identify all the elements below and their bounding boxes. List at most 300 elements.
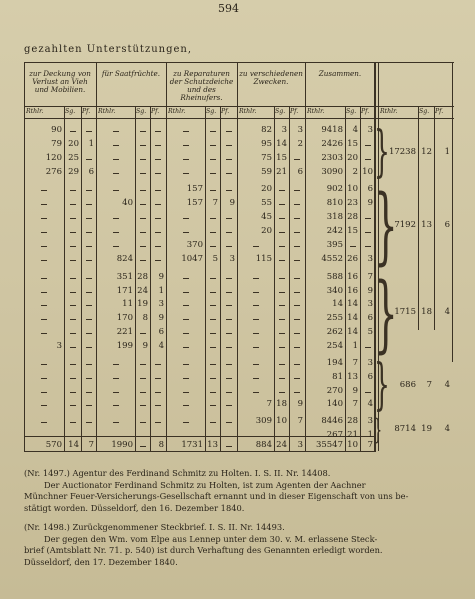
empty-dash (226, 246, 232, 247)
table-cell: 9 (158, 271, 164, 282)
table-cell: 4 (444, 424, 450, 435)
empty-dash (226, 173, 232, 174)
table-cell: 75 (261, 152, 272, 163)
empty-dash (226, 218, 232, 219)
table-cell: 3 (367, 125, 373, 135)
empty-dash (86, 260, 92, 261)
table-cell: 3 (229, 253, 235, 264)
empty-dash (183, 405, 189, 406)
table-cell: 3 (158, 299, 164, 310)
table-cell: 26 (347, 253, 358, 264)
empty-dash (41, 436, 47, 437)
table-cell: 24 (137, 285, 148, 296)
empty-dash (41, 305, 47, 306)
empty-dash (294, 292, 300, 293)
column-subheader: Rthlr. (26, 108, 44, 115)
empty-dash (183, 422, 189, 423)
empty-dash (86, 436, 92, 437)
sub-divider (220, 106, 221, 451)
group-brace: } (374, 413, 382, 447)
empty-dash (226, 159, 232, 160)
sub-divider (418, 106, 419, 330)
column-divider (452, 62, 453, 362)
table-cell: 20 (261, 226, 272, 237)
empty-dash (155, 218, 161, 219)
empty-dash (41, 260, 47, 261)
table-cell: 4 (444, 307, 450, 318)
table-cell: 8714 (394, 424, 416, 435)
empty-dash (253, 292, 259, 293)
table-cell: 8 (142, 313, 148, 324)
empty-dash (294, 246, 300, 247)
empty-dash (210, 173, 216, 174)
table-cell: 340 (326, 285, 343, 296)
empty-dash (279, 364, 285, 365)
table-cell: 8 (158, 440, 164, 450)
table-cell: 6 (297, 166, 303, 177)
group-brace: } (374, 177, 398, 275)
empty-dash (294, 364, 300, 365)
column-divider (24, 62, 25, 451)
table-cell: 9 (229, 198, 235, 209)
empty-dash (279, 190, 285, 191)
empty-dash (226, 292, 232, 293)
table-cell: 5 (367, 327, 373, 338)
empty-dash (350, 246, 356, 247)
empty-dash (183, 292, 189, 293)
table-cell: 262 (326, 327, 343, 338)
empty-dash (253, 347, 259, 348)
empty-dash (155, 190, 161, 191)
empty-dash (183, 173, 189, 174)
empty-dash (279, 204, 285, 205)
table-cell: 2 (297, 138, 303, 149)
empty-dash (294, 392, 300, 393)
empty-dash (41, 246, 47, 247)
group-brace: } (374, 264, 398, 362)
empty-dash (210, 190, 216, 191)
empty-dash (365, 218, 371, 219)
column-header: Zusammen. (318, 69, 362, 78)
empty-dash (210, 405, 216, 406)
empty-dash (253, 305, 259, 306)
empty-dash (226, 232, 232, 233)
empty-dash (70, 364, 76, 365)
group-brace: } (374, 352, 390, 417)
table-cell: 170 (116, 313, 133, 324)
empty-dash (183, 278, 189, 279)
empty-dash (226, 405, 232, 406)
empty-dash (210, 392, 216, 393)
empty-dash (155, 145, 161, 146)
column-divider (237, 62, 238, 451)
empty-dash (41, 378, 47, 379)
empty-dash (70, 392, 76, 393)
column-subheader: Sg. (346, 108, 357, 115)
table-cell: 6 (88, 166, 94, 177)
table-cell: 3 (367, 416, 373, 427)
empty-dash (226, 446, 232, 447)
empty-dash (140, 436, 146, 437)
empty-dash (210, 218, 216, 219)
table-cell: 7 (266, 399, 272, 410)
column-subheader: Rthlr. (307, 108, 325, 115)
empty-dash (86, 204, 92, 205)
empty-dash (113, 131, 119, 132)
empty-dash (86, 378, 92, 379)
empty-dash (294, 190, 300, 191)
table-cell: 6 (367, 371, 373, 382)
table-cell: 255 (326, 313, 343, 324)
table-cell: 7192 (394, 220, 416, 231)
table-cell: 79 (51, 138, 62, 149)
empty-dash (155, 405, 161, 406)
empty-dash (279, 436, 285, 437)
empty-dash (140, 190, 146, 191)
table-cell: 28 (347, 212, 358, 223)
table-cell: 13 (207, 440, 218, 450)
empty-dash (226, 319, 232, 320)
empty-dash (140, 232, 146, 233)
empty-dash (210, 333, 216, 334)
empty-dash (86, 319, 92, 320)
empty-dash (140, 446, 146, 447)
table-cell: 6 (367, 184, 373, 195)
group-brace: } (374, 120, 390, 184)
empty-dash (70, 422, 76, 423)
empty-dash (155, 246, 161, 247)
empty-dash (70, 232, 76, 233)
empty-dash (155, 436, 161, 437)
empty-dash (226, 305, 232, 306)
column-subheader: Sg. (419, 108, 430, 115)
table-cell: 6 (444, 220, 450, 231)
table-cell: 19 (137, 299, 148, 310)
header-bottom-rule (24, 118, 454, 119)
table-cell: 4 (444, 379, 450, 390)
empty-dash (279, 246, 285, 247)
table-cell: 309 (255, 416, 272, 427)
empty-dash (155, 364, 161, 365)
sub-divider (289, 106, 290, 451)
empty-dash (253, 378, 259, 379)
table-cell: 194 (326, 357, 343, 368)
empty-dash (294, 347, 300, 348)
table-cell: 3 (367, 253, 373, 264)
table-cell: 254 (326, 340, 343, 351)
table-cell: 7 (212, 198, 218, 209)
empty-dash (113, 422, 119, 423)
table-cell: 270 (326, 385, 343, 396)
empty-dash (113, 364, 119, 365)
table-cell: 16 (347, 271, 358, 282)
table-cell: 29 (68, 166, 79, 177)
table-cell: 14 (347, 313, 358, 324)
table-cell: 7 (352, 357, 358, 368)
table-cell: 1715 (394, 307, 416, 318)
empty-dash (140, 260, 146, 261)
empty-dash (86, 422, 92, 423)
empty-dash (294, 436, 300, 437)
empty-dash (294, 333, 300, 334)
column-subheader: Rthlr. (239, 108, 257, 115)
table-cell: 2303 (321, 152, 343, 163)
table-cell: 7 (426, 379, 432, 390)
empty-dash (70, 190, 76, 191)
table-cell: 318 (326, 212, 343, 223)
column-header: zur Deckung von Verlust an Vieh und Mobilien. (29, 69, 91, 94)
table-cell: 1 (158, 285, 164, 296)
empty-dash (210, 145, 216, 146)
table-cell: 21 (276, 166, 287, 177)
table-cell: 18 (421, 307, 432, 318)
table-cell: 14 (347, 327, 358, 338)
empty-dash (70, 333, 76, 334)
empty-dash (140, 364, 146, 365)
table-cell: 13 (347, 371, 358, 382)
table-cell: 10 (362, 166, 373, 177)
empty-dash (210, 278, 216, 279)
table-cell: 902 (326, 184, 343, 195)
empty-dash (279, 292, 285, 293)
table-cell: 1 (367, 430, 373, 441)
table-cell: 1 (444, 146, 450, 157)
empty-dash (210, 364, 216, 365)
empty-dash (140, 159, 146, 160)
table-cell: 40 (122, 198, 133, 209)
empty-dash (183, 159, 189, 160)
empty-dash (365, 232, 371, 233)
empty-dash (279, 378, 285, 379)
table-cell: 14 (276, 138, 287, 149)
empty-dash (155, 131, 161, 132)
table-cell: 4552 (321, 253, 343, 264)
table-cell: 7 (297, 416, 303, 427)
notice-heading: (Nr. 1497.) Agentur des Ferdinand Schmitz zu Holten. I. S. II. Nr. 14408. (24, 468, 331, 478)
table-cell: 157 (186, 198, 203, 209)
table-cell: 351 (116, 271, 133, 282)
column-subheader: Pf. (435, 108, 444, 115)
table-cell: 267 (326, 430, 343, 441)
table-cell: 276 (45, 166, 62, 177)
empty-dash (86, 190, 92, 191)
empty-dash (155, 378, 161, 379)
empty-dash (279, 347, 285, 348)
empty-dash (70, 347, 76, 348)
column-subheader: Pf. (221, 108, 230, 115)
empty-dash (279, 232, 285, 233)
table-cell: 21 (347, 430, 358, 441)
empty-dash (140, 378, 146, 379)
table-cell: 35547 (315, 440, 343, 450)
column-subheader: Sg. (136, 108, 147, 115)
table-cell: 3 (367, 299, 373, 310)
empty-dash (155, 232, 161, 233)
column-subheader: Rthlr. (168, 108, 186, 115)
empty-dash (113, 159, 119, 160)
table-cell: 1 (352, 340, 358, 351)
empty-dash (140, 173, 146, 174)
empty-dash (70, 436, 76, 437)
empty-dash (113, 246, 119, 247)
table-cell: 95 (261, 138, 272, 149)
table-cell: 7 (88, 440, 94, 450)
table-cell: 2 (352, 166, 358, 177)
empty-dash (226, 145, 232, 146)
empty-dash (86, 405, 92, 406)
table-cell: 12 (421, 146, 432, 157)
empty-dash (279, 278, 285, 279)
column-subheader: Pf. (151, 108, 160, 115)
table-cell: 5 (212, 253, 218, 264)
sub-divider (274, 106, 275, 451)
empty-dash (86, 131, 92, 132)
empty-dash (113, 378, 119, 379)
column-header: zu Reparaturen der Schutzdeiche und des Rheinufers. (169, 69, 234, 102)
column-subheader: Rthlr. (380, 108, 398, 115)
table-cell: 28 (137, 271, 148, 282)
sub-divider (205, 106, 206, 451)
empty-dash (294, 232, 300, 233)
table-cell: 45 (261, 212, 272, 223)
table-cell: 1731 (181, 440, 203, 450)
table-cell: 15 (347, 226, 358, 237)
empty-dash (183, 333, 189, 334)
empty-dash (140, 145, 146, 146)
empty-dash (183, 218, 189, 219)
empty-dash (41, 190, 47, 191)
empty-dash (41, 278, 47, 279)
table-cell: 370 (186, 239, 203, 250)
table-cell: 3090 (321, 166, 343, 177)
empty-dash (210, 378, 216, 379)
empty-dash (70, 405, 76, 406)
table-cell: 221 (116, 327, 133, 338)
empty-dash (294, 319, 300, 320)
empty-dash (41, 333, 47, 334)
empty-dash (41, 422, 47, 423)
table-cell: 28 (347, 416, 358, 427)
table-cell: 10 (347, 184, 358, 195)
empty-dash (210, 246, 216, 247)
empty-dash (41, 319, 47, 320)
table-cell: 10 (347, 440, 358, 450)
table-cell: 4 (367, 399, 373, 410)
empty-dash (279, 260, 285, 261)
table-cell: 884 (255, 440, 272, 450)
table-cell: 9 (352, 385, 358, 396)
table-cell: 82 (261, 125, 272, 135)
empty-dash (70, 131, 76, 132)
empty-dash (155, 392, 161, 393)
empty-dash (70, 204, 76, 205)
empty-dash (113, 190, 119, 191)
empty-dash (210, 319, 216, 320)
empty-dash (86, 292, 92, 293)
empty-dash (183, 364, 189, 365)
empty-dash (140, 333, 146, 334)
empty-dash (41, 364, 47, 365)
empty-dash (41, 392, 47, 393)
empty-dash (183, 319, 189, 320)
empty-dash (183, 378, 189, 379)
empty-dash (113, 173, 119, 174)
table-cell: 171 (116, 285, 133, 296)
table-cell: 9 (158, 313, 164, 324)
empty-dash (253, 333, 259, 334)
page-number: 594 (218, 2, 239, 15)
empty-dash (70, 218, 76, 219)
table-cell: 59 (261, 166, 272, 177)
sub-divider (345, 106, 346, 451)
table-cell: 11 (122, 299, 133, 310)
empty-dash (86, 347, 92, 348)
empty-dash (183, 436, 189, 437)
table-cell: 55 (261, 198, 272, 209)
empty-dash (294, 218, 300, 219)
notice-heading: (Nr. 1498.) Zurückgenommener Steckbrief. I. S. II. Nr. 14493. (24, 522, 285, 532)
table-cell: 3 (281, 125, 287, 135)
empty-dash (226, 190, 232, 191)
empty-dash (113, 145, 119, 146)
table-top-rule (24, 62, 454, 63)
table-cell: 14 (332, 299, 343, 310)
empty-dash (70, 260, 76, 261)
table-cell: 7 (367, 271, 373, 282)
table-cell: 3 (297, 125, 303, 135)
column-divider (96, 62, 97, 451)
table-cell: 14 (347, 299, 358, 310)
table-cell: 686 (399, 379, 416, 390)
empty-dash (41, 204, 47, 205)
empty-dash (365, 246, 371, 247)
empty-dash (86, 232, 92, 233)
empty-dash (183, 232, 189, 233)
column-subheader: Sg. (65, 108, 76, 115)
empty-dash (183, 305, 189, 306)
table-cell: 6 (158, 327, 164, 338)
empty-dash (279, 305, 285, 306)
empty-dash (70, 278, 76, 279)
empty-dash (86, 333, 92, 334)
table-cell: 395 (326, 239, 343, 250)
table-cell: 15 (276, 152, 287, 163)
table-cell: 13 (421, 220, 432, 231)
table-cell: 570 (45, 440, 62, 450)
table-cell: 9 (142, 340, 148, 351)
table-cell: 115 (255, 253, 272, 264)
table-cell: 90 (51, 125, 62, 135)
empty-dash (113, 436, 119, 437)
empty-dash (70, 378, 76, 379)
empty-dash (210, 347, 216, 348)
table-cell: 9 (367, 198, 373, 209)
empty-dash (294, 204, 300, 205)
empty-dash (86, 278, 92, 279)
table-cell: 10 (276, 416, 287, 427)
table-cell: 120 (45, 152, 62, 163)
sub-divider (150, 106, 151, 451)
empty-dash (41, 405, 47, 406)
empty-dash (210, 292, 216, 293)
table-title: gezahlten Unterstützungen, (24, 44, 193, 55)
empty-dash (183, 145, 189, 146)
empty-dash (210, 159, 216, 160)
table-cell: 4 (352, 125, 358, 135)
empty-dash (70, 246, 76, 247)
notice-line: Münchner Feuer-Versicherungs-Gesellschaft ernannt und in dieser Eigenschaft von uns be- (24, 491, 409, 501)
empty-dash (294, 378, 300, 379)
